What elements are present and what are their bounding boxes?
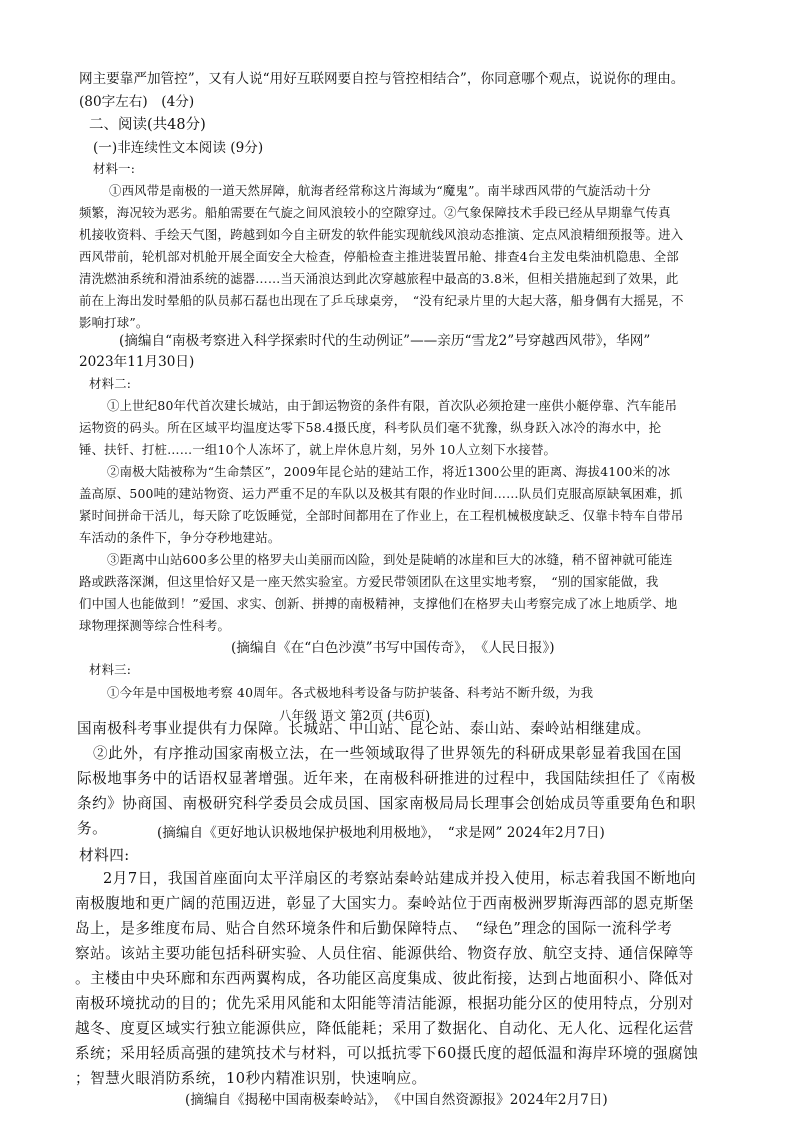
- material-1-source-line-2: 2023年11月30日): [79, 354, 195, 370]
- material-1-line: ①西风带是南极的一道天然屏障，航海者经常称这片海域为“魔鬼”。南半球西风带的气旋活动十分: [109, 183, 651, 198]
- material-4-line: 岛上，是多维度布局、贴合自然环境条件和后勤保障特点、 “绿色”理念的国际一流科学考: [75, 920, 673, 937]
- material-3-line: 国南极科考事业提供有力保障。长城站、中山站、昆仑站、泰山站、秦岭站相继建成。: [77, 720, 651, 737]
- material-2-line: ②南极大陆被称为“生命禁区”，2009年昆仑站的建站工作，将近1300公里的距离、海拔4100米的冰: [107, 464, 671, 479]
- material-3-line: 条约》协商国、南极研究科学委员会成员国、国家南极局局长理事会创始成员等重要角色和职: [77, 795, 696, 812]
- material-2-line: 们中国人也能做到！”爱国、求实、创新、拼搏的南极精神，支撑他们在格罗夫山考察完成了冰上地质学、地: [79, 596, 678, 611]
- material-2-line: 运物资的码头。所在区域平均温度达零下58.4摄氏度，科考队员们毫不犹豫，纵身跃入冰冷的海水中，抡: [79, 420, 662, 435]
- material-1-label: 材料一:: [93, 161, 136, 176]
- material-4-line: 察站。该站主要功能包括科研实验、人员住宿、能源供给、物资存放、航空支持、通信保障等: [75, 945, 694, 962]
- material-4-line: 南极腹地和更广阔的范围迈进，彰显了大国实力。秦岭站位于西南极洲罗斯海西部的恩克斯堡: [75, 895, 694, 912]
- material-4-source: (摘编自《揭秘中国南极秦岭站》， 《中国自然资源报》2024年2月7日): [185, 1092, 608, 1108]
- material-1-line: 频繁，海况较为恶劣。船舶需要在气旋之间风浪较小的空隙穿过。②气象保障技术手段已经从早期靠气传真: [79, 205, 671, 220]
- material-2-line: 紧时间拼命干活儿，每天除了吃饭睡觉，全部时间都用在了作业上，在工程机械极度缺乏、仅靠卡特车自带吊: [79, 508, 684, 523]
- material-2-line: ①上世纪80年代首次建长城站，由于卸运物资的条件有限，首次队必须抢建一座供小艇停靠、汽车能吊: [107, 398, 678, 413]
- material-3-line: ②此外，有序推动国家南极立法，在一些领域取得了世界领先的科研成果彰显着我国在国: [93, 745, 682, 762]
- section-2-title: 二、阅读(共48分): [89, 117, 206, 133]
- material-4-line: ；智慧火眼消防系统，10秒内精准识别，快速响应。: [75, 1070, 427, 1087]
- material-4-line: 系统；采用轻质高强的建筑技术与材料，可以抵抗零下60摄氏度的超低温和海岸环境的强腐蚀: [75, 1045, 699, 1062]
- question-tail-line-2: (80字左右) (4分): [79, 94, 195, 110]
- material-3-source: (摘编自《更好地认识极地保护极地利用极地》， “求是网” 2024年2月7日): [157, 825, 605, 841]
- material-1-line: 西风带前，轮机部对机舱开展全面安全大检查，停船检查主推进装置吊舱、排查4台主发电柴油机隐患、全部: [79, 249, 679, 264]
- material-4-label: 材料四:: [79, 847, 130, 864]
- material-2-label: 材料二:: [89, 376, 132, 391]
- material-3-label: 材料三:: [89, 662, 132, 677]
- question-tail-line-1: 网主要靠严加管控”，又有人说“用好互联网要自控与管控相结合”，你同意哪个观点，说说你的理由。: [79, 71, 685, 87]
- page-footer: 八年级 语文 第2页 (共6页): [279, 708, 431, 723]
- material-3-line: 务。: [77, 820, 108, 837]
- material-2-source: (摘编自《在“白色沙漠”书写中国传奇》， 《人民日报》): [231, 640, 555, 656]
- material-3-line: ①今年是中国极地考察 40周年。各式极地科考设备与防护装备、科考站不断升级，为我: [107, 685, 594, 700]
- subsection-1-title: (一)非连续性文本阅读 (9分): [93, 140, 264, 156]
- material-2-line: 球物理探测等综合性科考。: [79, 618, 231, 633]
- material-4-line: 。主楼由中央环廊和东西两翼构成，各功能区高度集成、彼此衔接，达到占地面积小、降低对: [75, 970, 694, 987]
- material-1-line: 前在上海出发时晕船的队员郝石磊也出现在了乒乓球桌旁， “没有纪录片里的大起大落，船身偶有大摇晃，不: [79, 293, 684, 308]
- material-2-line: 锤、扶钎、打桩……一组10个人冻坏了，就上岸休息片刻，另外 10人立刻下水接替。: [79, 442, 557, 457]
- material-2-line: 路或跌落深渊，但这里恰好又是一座天然实验室。方爱民带领团队在这里实地考察， “别的国家能做，我: [79, 574, 659, 589]
- material-3-line: 际极地事务中的话语权显著增强。近年来，在南极科研推进的过程中，我国陆续担任了《南极: [77, 770, 696, 787]
- material-1-line: 机接收资料、手绘天气图，跨越到如今自主研发的软件能实现航线风浪动态推演、定点风浪精细预报等。进入: [79, 227, 684, 242]
- material-2-line: ③距离中山站600多公里的格罗夫山美丽而凶险，到处是陡峭的冰崖和巨大的冰缝，稍不留神就可能连: [107, 552, 673, 567]
- material-4-line: 2月7日，我国首座面向太平洋扇区的考察站秦岭站建成并投入使用，标志着我国不断地向: [103, 870, 697, 887]
- material-2-line: 车活动的条件下，争分夺秒地建站。: [79, 530, 281, 545]
- material-1-source-line-1: (摘编自“南极考察进入科学探索时代的生动例证”——亲历“雪龙2”号穿越西风带》，华网”: [119, 333, 651, 349]
- material-4-line: 南极环境扰动的目的；优先采用风能和太阳能等清洁能源，根据功能分区的使用特点，分别对: [75, 995, 694, 1012]
- material-1-line: 影响打球”。: [79, 315, 149, 330]
- material-1-line: 清洗燃油系统和滑油系统的滤器……当天涌浪达到此次穿越旅程中最高的3.8米，但相关措施起到了效果，此: [79, 271, 679, 286]
- material-2-line: 盖高原、500吨的建站物资、运力严重不足的车队以及极其有限的作业时间……队员们克服高原缺氧困难，抓: [79, 486, 683, 501]
- material-4-line: 越冬、度夏区域实行独立能源供应，降低能耗；采用了数据化、自动化、无人化、远程化运营: [75, 1020, 694, 1037]
